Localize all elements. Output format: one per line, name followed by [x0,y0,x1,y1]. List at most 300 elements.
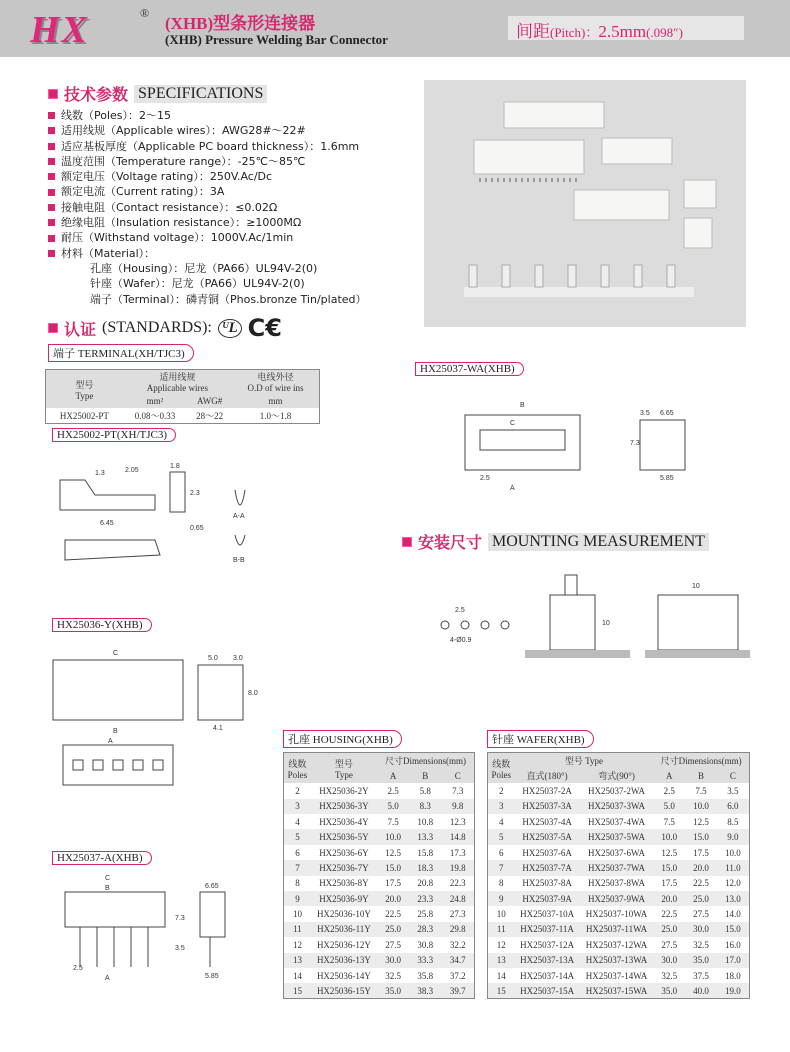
table-cell: 28.3 [409,922,441,937]
table-cell: 5.0 [653,799,685,814]
table-cell: 9 [488,891,515,906]
table-cell: 16.0 [725,939,741,950]
table-cell: 15.0 [653,860,685,875]
table-cell: 5 [488,829,515,844]
table-cell: 7.3 [452,785,464,796]
table-cell: 13.0 [717,891,750,906]
table-cell: 10.0 [653,829,685,844]
table-cell: 25.0 [653,922,685,937]
table-cell: HX25037-4A [522,816,572,827]
svg-text:2.3: 2.3 [190,490,200,497]
table-cell: HX25037-15WA [580,983,654,998]
table-row [284,906,475,921]
table-cell: 6.0 [717,799,750,814]
th-awg: AWG# [187,393,232,408]
table-row [284,937,475,952]
pitch-value: 2.5mm [598,22,647,41]
table-row [284,829,475,844]
svg-text:1.8: 1.8 [170,463,180,470]
table-cell: 30.0 [377,953,409,968]
table-cell: 27.3 [449,909,466,920]
svg-text:10: 10 [602,620,610,627]
spec-list [48,108,367,307]
material-item [48,276,367,291]
table-cell: 17.0 [717,953,750,968]
table-row [488,829,750,844]
table-cell: 13 [284,953,311,968]
table-cell: 13 [488,953,515,968]
table-cell: 30.8 [417,939,434,950]
svg-text:2.5: 2.5 [480,475,490,482]
table-cell: 15.0 [377,860,409,875]
table-cell: 17.5 [661,878,678,889]
table-cell: 14 [292,970,302,981]
svg-text:A: A [510,485,515,492]
table-cell: 20.0 [653,891,685,906]
spec-item [48,139,367,154]
bullet-icon [48,204,55,211]
table-cell: HX25036-3Y [311,799,377,814]
specs-heading-en: SPECIFICATIONS [134,85,267,103]
a-drawing-label: HX25037-A(XHB) [52,851,152,865]
table-cell: 12.5 [661,847,678,858]
wa-drawing-label: HX25037-WA(XHB) [415,362,524,376]
table-cell: 38.3 [409,983,441,998]
table-cell: 19.0 [717,983,750,998]
table-cell: 7 [284,860,311,875]
bullet-icon [48,323,58,333]
connector-photo-illustration [424,80,746,327]
registered-mark: ® [140,6,150,20]
th-type: 型号 Type [311,753,377,784]
spec-text: 温度范围（Temperature range）：-25℃～85℃ [61,154,306,168]
table-cell: 35.8 [417,970,434,981]
spec-text: 接触电阻（Contact resistance）：≤0.02Ω [61,200,278,214]
spec-text: 额定电流（Current rating）：3A [61,185,225,199]
table-cell: HX25037-5WA [580,829,654,844]
table-cell: 27.5 [661,939,678,950]
table-cell: 2.5 [663,785,675,796]
title-cn: (XHB)型条形连接器 [165,14,316,33]
table-cell: 12.3 [449,816,466,827]
table-cell: HX25037-15A [515,983,580,998]
terminal-drawing [55,460,275,580]
bullet-icon [48,143,55,150]
wafer-wa-drawing [455,395,725,505]
housing-table [283,752,475,999]
table-row [488,876,750,891]
standards-heading [48,314,282,342]
mounting-cn: 安装尺寸 [418,535,483,552]
th-b: B [409,768,441,783]
svg-text:8.0: 8.0 [248,690,258,697]
table-cell: 14.8 [441,829,474,844]
table-cell: 10 [292,909,302,920]
y-drawing-label: HX25036-Y(XHB) [52,618,152,632]
svg-text:3.5: 3.5 [640,410,650,417]
table-cell: 25.8 [417,909,434,920]
table-row [488,983,750,998]
bullet-icon [48,235,55,242]
table-cell: HX25036-13Y [311,953,377,968]
table-cell: 22.5 [385,909,401,920]
svg-text:B: B [113,728,118,735]
table-cell: 32.5 [693,939,709,950]
table-row [284,876,475,891]
table-cell: 37.5 [693,970,709,981]
mounting-drawing [430,570,750,680]
svg-text:1.3: 1.3 [95,470,105,477]
table-cell: HX25037-2A [522,785,572,796]
ul-logo: ᵁL [218,319,242,338]
th-poles: 线数 Poles [284,753,311,784]
table-cell: HX25037-2WA [588,785,646,796]
svg-text:4-Ø0.9: 4-Ø0.9 [450,637,472,644]
table-cell: 12.0 [725,878,741,889]
table-cell: 29.8 [441,922,474,937]
th-straight: 直式(180°) [515,768,580,783]
table-cell: 9.8 [441,799,474,814]
spec-item [48,154,367,169]
table-cell: 10.0 [685,799,717,814]
svg-text:C: C [510,420,516,427]
svg-text:B-B: B-B [233,557,245,564]
table-row: HX25002-PT 0.08～0.33 28～22 1.0～1.8 [59,410,292,422]
mounting-heading [402,530,709,553]
th-c: C [441,768,474,783]
terminal-label: 端子 TERMINAL(XH/TJC3) [48,344,194,362]
table-cell: 23.3 [409,891,441,906]
table-cell: 2 [499,785,504,796]
table-cell: 32.5 [661,970,678,981]
table-cell: HX25037-4WA [588,816,646,827]
table-row [488,953,750,968]
table-cell: 10.0 [725,847,741,858]
table-cell: 5.8 [419,785,431,796]
table-cell: 22.3 [449,878,466,889]
table-row [284,968,475,983]
material-item [48,292,367,307]
th-type: 型号 Type [46,370,123,409]
product-photo [424,80,746,327]
table-cell: HX25037-14A [520,970,575,981]
svg-text:B: B [520,402,525,409]
table-cell: 32.5 [385,970,401,981]
table-row [284,953,475,968]
svg-text:5.85: 5.85 [660,475,674,482]
table-cell: HX25037-3A [515,799,580,814]
table-cell: 4 [295,816,300,827]
table-cell: 19.8 [441,860,474,875]
wafer-a-drawing [55,870,255,990]
table-cell: 5 [284,829,311,844]
housing-label: 孔座 HOUSING(XHB) [283,730,402,748]
svg-text:2.5: 2.5 [455,607,465,614]
table-row [488,783,750,798]
table-cell: HX25036-14Y [316,970,371,981]
pitch-inch: (.098″) [646,25,683,40]
table-cell: HX25037-12A [520,939,575,950]
table-cell: 40.0 [685,983,717,998]
standards-en: (STANDARDS): [102,319,212,336]
table-cell: 12 [496,939,506,950]
th-right-angle: 弯式(90°) [580,768,654,783]
spec-text: 材料（Material）： [61,246,156,260]
table-row [284,860,475,875]
table-row [284,783,475,798]
table-cell: 15.0 [717,922,750,937]
bullet-icon [48,158,55,165]
table-cell: HX25036-2Y [319,785,369,796]
th-dim: 尺寸Dimensions(mm) [377,753,475,768]
table-cell: 3 [488,799,515,814]
table-cell: 2 [295,785,300,796]
table-cell: 35.0 [653,983,685,998]
svg-text:B: B [105,885,110,892]
spec-item [48,169,367,184]
table-row [488,845,750,860]
table-cell: 15 [284,983,311,998]
table-cell: 20.0 [377,891,409,906]
pt-drawing-label: HX25002-PT(XH/TJC3) [52,428,176,442]
table-row [284,799,475,814]
table-row [488,906,750,921]
table-cell: 9.0 [717,829,750,844]
table-cell: HX25036-4Y [319,816,369,827]
table-row [488,799,750,814]
table-cell: HX25037-8A [522,878,572,889]
table-cell: 5.0 [377,799,409,814]
bullet-icon [48,112,55,119]
table-cell: 11 [488,922,515,937]
specs-heading-cn: 技术参数 [64,87,129,104]
table-cell: 8 [499,878,504,889]
table-cell: HX25036-11Y [311,922,377,937]
table-cell: HX25037-6WA [588,847,646,858]
table-cell: 10.0 [377,829,409,844]
table-cell: HX25036-5Y [311,829,377,844]
table-cell: 30.0 [685,922,717,937]
table-cell: 37.2 [449,970,466,981]
svg-text:3.5: 3.5 [175,945,185,952]
spec-item [48,200,367,215]
table-row [488,860,750,875]
table-cell: HX25037-8WA [588,878,646,889]
th-a: A [377,768,409,783]
table-cell: 10 [496,909,506,920]
table-cell: HX25036-8Y [319,878,369,889]
svg-text:6.45: 6.45 [100,520,114,527]
table-cell: 39.7 [441,983,474,998]
header-banner [0,0,790,57]
svg-text:C: C [113,650,119,657]
material-text: 针座（Wafer）：尼龙（PA66）UL94V-2(0) [90,277,305,291]
th-c: C [717,768,750,783]
table-cell: 2.5 [387,785,399,796]
table-cell: 7.5 [387,816,399,827]
table-cell: 27.5 [385,939,401,950]
table-cell: 22.5 [661,909,678,920]
bullet-icon [48,250,55,257]
spec-text: 线数（Poles）：2～15 [61,109,172,122]
table-cell: HX25037-11WA [580,922,654,937]
specs-heading [48,82,267,105]
th-mm2: mm² [123,393,187,408]
th-dim: 尺寸Dimensions(mm) [653,753,749,768]
table-cell: 6 [295,847,300,858]
wafer-table [487,752,750,999]
table-row [284,845,475,860]
table-cell: 7.5 [663,816,675,827]
bullet-icon [48,89,58,99]
table-cell: HX25036-15Y [311,983,377,998]
table-cell: 10.8 [417,816,434,827]
housing-drawing [48,645,278,830]
table-row [488,891,750,906]
table-cell: 12 [292,939,302,950]
table-cell: HX25036-10Y [316,909,371,920]
spec-text: 适应基板厚度（Applicable PC board thickness）：1.6mm [61,139,360,153]
terminal-table [45,369,320,424]
table-cell: 6 [499,847,504,858]
table-cell: 25.0 [377,922,409,937]
pitch-cn: 间距 [516,22,550,41]
table-row [284,891,475,906]
th-od: 电线外径 O.D of wire ins [232,370,320,394]
table-cell: 11.0 [717,860,750,875]
spec-text: 额定电压（Voltage rating）：250V.Ac/Dc [61,170,273,184]
th-a: A [653,768,685,783]
table-cell: 30.0 [653,953,685,968]
table-row [488,968,750,983]
svg-text:5.85: 5.85 [205,973,219,980]
svg-text:0.65: 0.65 [190,525,204,532]
table-cell: HX25037-13WA [580,953,654,968]
svg-text:6.65: 6.65 [660,410,674,417]
table-cell: HX25036-6Y [319,847,369,858]
table-cell: HX25037-5A [515,829,580,844]
table-cell: 7 [488,860,515,875]
table-row [488,814,750,829]
table-cell: HX25037-3WA [580,799,654,814]
table-cell: 12.5 [385,847,401,858]
table-cell: 17.3 [449,847,466,858]
table-cell: 3 [284,799,311,814]
th-poles: 线数 Poles [488,753,515,784]
th-type: 型号 Type [515,753,654,768]
bullet-icon [48,189,55,196]
table-cell: 35.0 [377,983,409,998]
table-cell: 8 [295,878,300,889]
table-cell: 20.0 [685,860,717,875]
table-cell: HX25037-13A [515,953,580,968]
table-cell: HX25037-6A [522,847,572,858]
table-cell: 27.5 [693,909,709,920]
pitch-box [508,16,744,40]
spec-text: 耐压（Withstand voltage）：1000V.Ac/1min [61,231,294,245]
table-cell: HX25037-7A [515,860,580,875]
standards-cn: 认证 [64,321,97,339]
pitch-label: (Pitch)： [550,25,599,40]
spec-item [48,123,367,138]
table-cell: 24.8 [441,891,474,906]
svg-text:3.0: 3.0 [233,655,243,662]
table-cell: 18.3 [409,860,441,875]
svg-text:10: 10 [692,583,700,590]
table-cell: HX25036-9Y [311,891,377,906]
table-row [284,983,475,998]
table-cell: 17.5 [385,878,401,889]
spec-item [48,215,367,230]
table-cell: 34.7 [441,953,474,968]
th-mm: mm [232,393,320,408]
th-b: B [685,768,717,783]
table-cell: 8.3 [409,799,441,814]
table-cell: 4 [499,816,504,827]
table-cell: 14.0 [725,909,741,920]
table-cell: 20.8 [417,878,434,889]
table-cell: 22.5 [693,878,709,889]
table-row [284,814,475,829]
table-cell: HX25037-9A [515,891,580,906]
table-cell: 35.0 [685,953,717,968]
table-row [488,937,750,952]
wafer-label: 针座 WAFER(XHB) [487,730,594,748]
th-wires: 适用线规 Applicable wires [123,370,232,394]
svg-text:2.05: 2.05 [125,467,139,474]
bullet-icon [48,219,55,226]
table-cell: 3.5 [727,785,739,796]
table-cell: HX25037-9WA [580,891,654,906]
ce-logo: C€ [247,314,282,342]
table-cell: 15 [488,983,515,998]
material-item [48,261,367,276]
svg-text:6.65: 6.65 [205,883,219,890]
svg-text:2.5: 2.5 [73,965,83,972]
table-cell: 32.2 [449,939,466,950]
brand-logo: HX [30,9,89,51]
table-cell: 14 [496,970,506,981]
table-cell: 11 [284,922,311,937]
table-cell: 12.5 [693,816,709,827]
table-cell: 15.8 [417,847,434,858]
table-cell: HX25036-12Y [316,939,371,950]
table-row [488,922,750,937]
svg-text:A-A: A-A [233,513,245,520]
table-cell: HX25037-7WA [580,860,654,875]
spec-item [48,230,367,245]
table-cell: 15.0 [685,829,717,844]
material-text: 端子（Terminal）：磷青铜（Phos.bronze Tin/plated） [90,292,367,306]
spec-item [48,108,367,123]
table-cell: HX25037-14WA [585,970,648,981]
table-cell: 7.5 [695,785,707,796]
table-cell: 8.5 [727,816,739,827]
material-text: 孔座（Housing）：尼龙（PA66）UL94V-2(0) [90,261,318,275]
spec-text: 适用线规（Applicable wires）：AWG28#～22# [61,124,306,138]
table-cell: 33.3 [409,953,441,968]
table-cell: 9 [284,891,311,906]
table-cell: 13.3 [409,829,441,844]
table-row [284,922,475,937]
table-cell: HX25037-10A [520,909,575,920]
svg-text:5.0: 5.0 [208,655,218,662]
svg-text:7.3: 7.3 [175,915,185,922]
table-cell: 17.5 [693,847,709,858]
mounting-en: MOUNTING MEASUREMENT [488,533,709,551]
table-cell: HX25037-11A [515,922,580,937]
svg-text:A: A [108,738,113,745]
